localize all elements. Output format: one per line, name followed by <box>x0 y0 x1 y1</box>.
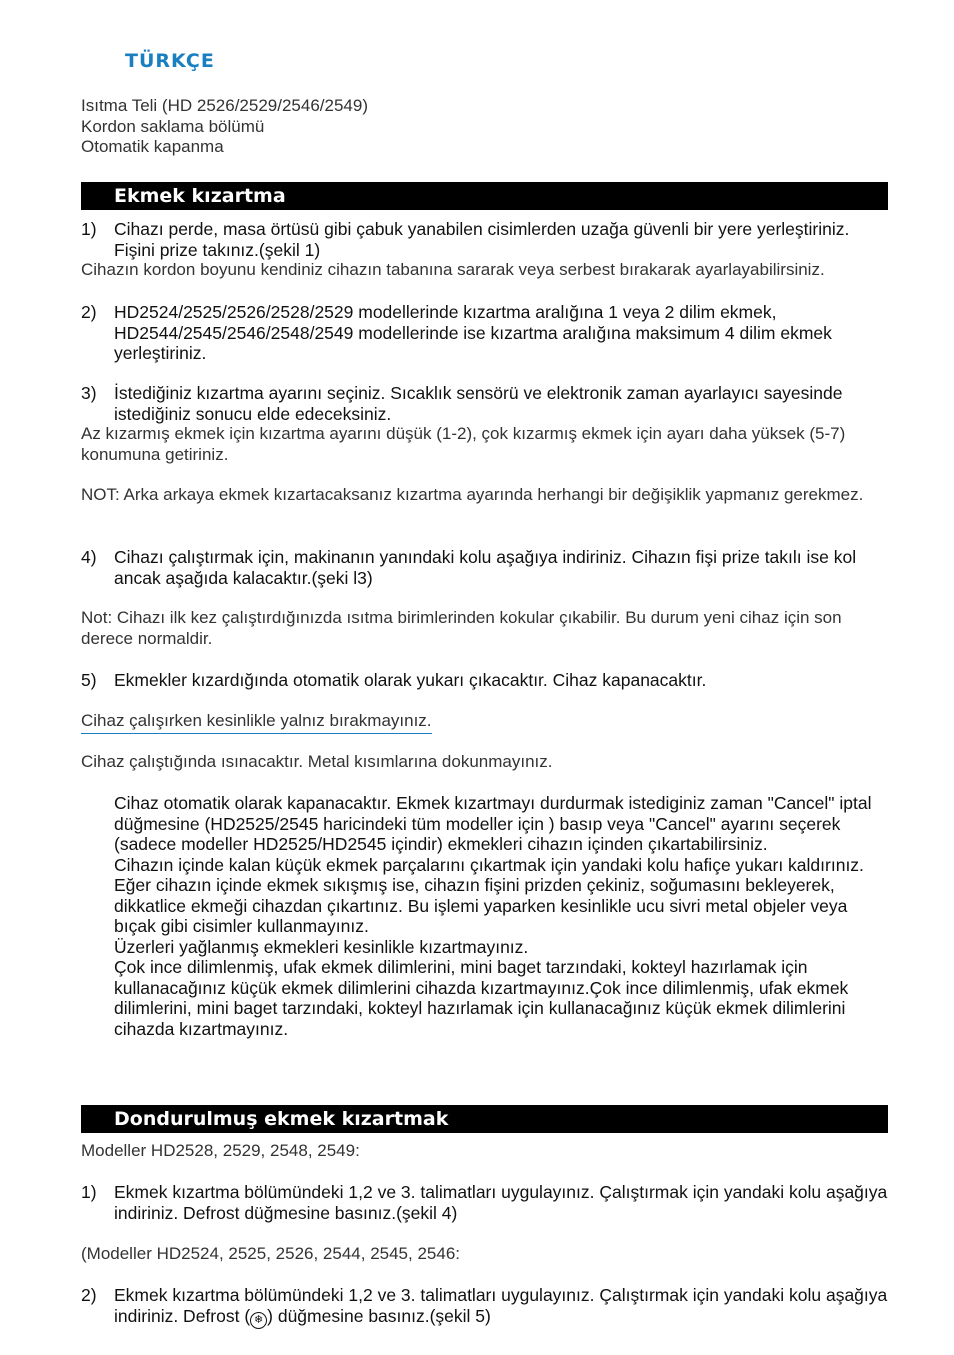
instruction-step-5 <box>81 670 891 691</box>
section-heading-toasting: Ekmek kızartma <box>81 182 888 210</box>
instruction-step-2 <box>81 302 891 364</box>
step-number: 1) <box>81 219 97 239</box>
step-text: HD2524/2525/2526/2528/2529 modellerinde kızartma aralığına 1 veya 2 dilim ekmek, HD2544/2545/2546/2548/2549 modellerinde ise kızartma aralığına maksimum 4 dilim ekmek yerleştiriniz. <box>114 302 832 363</box>
step-text: Ekmek kızartma bölümündeki 1,2 ve 3. talimatları uygulayınız. Çalıştırmak için yandaki kolu aşağıya indiriniz. Defrost ( ❄ ) düğmesine basınız.(şekil 5) <box>114 1285 891 1329</box>
step-number: 4) <box>81 547 97 567</box>
frozen-step-1 <box>81 1182 891 1223</box>
step-text: Cihazı perde, masa örtüsü gibi çabuk yanabilen cisimlerden uzağa güvenli bir yere yerleştiriniz. Fişini prize takınız.(şekil 1) <box>114 219 850 260</box>
details-block <box>114 793 889 1039</box>
step-note: Not: Cihazı ilk kez çalıştırdığınızda ısıtma birimlerinden kokular çıkabilir. Bu durum yeni cihaz için son derece normaldir. <box>81 608 842 648</box>
instruction-step-1 <box>81 219 891 260</box>
feature-item: Isıtma Teli (HD 2526/2529/2546/2549) <box>81 96 368 115</box>
instruction-step-3 <box>81 383 891 424</box>
step-number: 1) <box>81 1182 97 1202</box>
step-number: 5) <box>81 670 97 690</box>
warning-text: Cihaz çalışırken kesinlikle yalnız bırakmayınız. <box>81 711 891 734</box>
step-note: Az kızarmış ekmek için kızartma ayarını düşük (1-2), çok kızarmış ekmek için ayarı daha yüksek (5-7) konumuna getiriniz. <box>81 424 846 464</box>
step-note: Cihazın kordon boyunu kendiniz cihazın tabanına sararak veya serbest bırakarak ayarlayabilirsiniz. <box>81 260 825 279</box>
detail-paragraph: Eğer cihazın içinde ekmek sıkışmış ise, cihazın fişini prizden çekiniz, soğumasını bekleyerek, dikkatlice ekmeği cihazdan çıkartınız. Bu işlemi yaparken kesinlikle ucu sivri metal objeler veya bıçak gibi cisimler kullanmayınız. <box>114 875 848 936</box>
step-note: NOT: Arka arkaya ekmek kızartacaksanız kızartma ayarında herhangi bir değişiklik yapmanız gerekmez. <box>81 485 864 504</box>
snowflake-icon: ❄ <box>250 1312 267 1329</box>
step-text: Ekmek kızartma bölümündeki 1,2 ve 3. talimatları uygulayınız. Çalıştırmak için yandaki kolu aşağıya indiriniz. Defrost düğmesine basınız.(şekil 4) <box>114 1182 888 1223</box>
detail-paragraph: Üzerleri yağlanmış ekmekleri kesinlikle kızartmayınız. <box>114 936 529 957</box>
instruction-step-4 <box>81 547 891 588</box>
frozen-step-2 <box>81 1285 891 1329</box>
detail-paragraph: Cihazın içinde kalan küçük ekmek parçalarını çıkartmak için yandaki kolu hafiçe yukarı kaldırınız. <box>114 854 864 875</box>
section-heading-frozen-bread: Dondurulmuş ekmek kızartmak <box>81 1105 888 1133</box>
feature-item: Kordon saklama bölümü <box>81 116 265 136</box>
step-number: 3) <box>81 383 97 403</box>
step-number: 2) <box>81 1285 97 1305</box>
models-note: Modeller HD2528, 2529, 2548, 2549: <box>81 1141 360 1160</box>
detail-paragraph: Çok ince dilimlenmiş, ufak ekmek dilimlerini, mini baget tarzındaki, kokteyl hazırlamak için kullanacağınız küçük ekmek dilimlerini cihazda kızartmayınız.Çok ince dilimlenmiş, ufak ekmek dilimlerini, mini baget tarzındaki, kokteyl hazırlamak için kullanacağınız küçük ekmek dilimlerini cihazda kızartmayınız. <box>114 957 849 1039</box>
caution-text: Cihaz çalıştığında ısınacaktır. Metal kısımlarına dokunmayınız. <box>81 752 553 771</box>
feature-item: Otomatik kapanma <box>81 137 224 156</box>
language-label: TÜRKÇE <box>125 50 215 72</box>
step-text: İstediğiniz kızartma ayarını seçiniz. Sıcaklık sensörü ve elektronik zaman ayarlayıcı sayesinde istediğiniz sonucu elde edeceksiniz. <box>114 383 843 424</box>
detail-paragraph: Cihaz otomatik olarak kapanacaktır. Ekmek kızartmayı durdurmak istediginiz zaman "Cancel" iptal düğmesine (HD2525/2545 haricindeki tüm modeller için ) basıp veya "Cancel" ayarını seçerek (sadece modeller HD2525/HD2545 içindir) ekmekleri cihazın içinden çıkartabilirsiniz. <box>114 793 872 854</box>
step-number: 2) <box>81 302 97 322</box>
feature-list <box>81 96 891 158</box>
models-note: (Modeller HD2524, 2525, 2526, 2544, 2545, 2546: <box>81 1244 460 1263</box>
step-text: Cihazı çalıştırmak için, makinanın yanındaki kolu aşağıya indiriniz. Cihazın fişi prize takılı ise kol ancak aşağıda kalacaktır.(şeki l3) <box>114 547 857 588</box>
step-text: Ekmekler kızardığında otomatik olarak yukarı çıkacaktır. Cihaz kapanacaktır. <box>114 670 707 690</box>
